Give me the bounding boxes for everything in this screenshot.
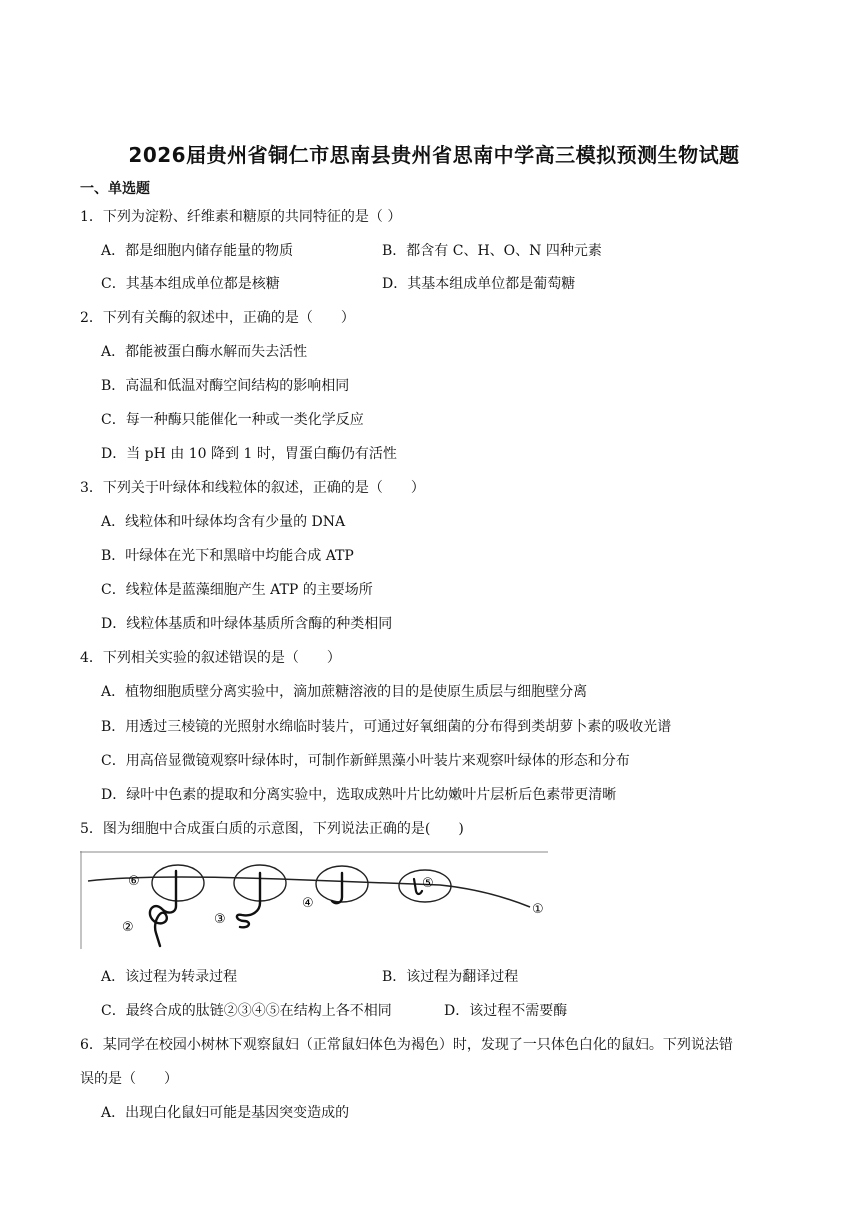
protein-synthesis-diagram <box>80 851 550 951</box>
question-1-option-c: C．其基本组成单位都是核糖 <box>101 276 280 292</box>
question-6-option-a: A．出现白化鼠妇可能是基因突变造成的 <box>101 1105 350 1121</box>
question-6-stem-line-1: 6．某同学在校园小树林下观察鼠妇（正常鼠妇体色为褐色）时，发现了一只体色白化的鼠妇。下列说法错 <box>80 1037 733 1053</box>
question-1-option-d: D．其基本组成单位都是葡萄糖 <box>382 276 576 292</box>
peptide-chain-4 <box>332 873 342 903</box>
peptide-chain-5 <box>414 879 422 894</box>
diagram-label-5: ⑤ <box>422 876 434 891</box>
question-4-option-d: D．绿叶中色素的提取和分离实验中，选取成熟叶片比幼嫩叶片层析后色素带更清晰 <box>101 787 617 803</box>
question-3-stem: 3．下列关于叶绿体和线粒体的叙述，正确的是（ ） <box>80 480 425 496</box>
peptide-chain-2 <box>150 871 176 946</box>
question-3-option-c: C．线粒体是蓝藻细胞产生 ATP 的主要场所 <box>101 582 373 598</box>
diagram-label-1: ① <box>532 902 544 917</box>
question-5-option-b: B．该过程为翻译过程 <box>382 969 519 985</box>
question-6-stem-line-2: 误的是（ ） <box>80 1071 178 1087</box>
question-5-option-c: C．最终合成的肽链②③④⑤在结构上各不相同 <box>101 1003 392 1019</box>
question-4-stem: 4．下列相关实验的叙述错误的是（ ） <box>80 650 341 666</box>
question-3-option-b: B．叶绿体在光下和黑暗中均能合成 ATP <box>101 548 354 564</box>
diagram-label-6: ⑥ <box>128 874 140 889</box>
question-1-option-b: B．都含有 C、H、O、N 四种元素 <box>382 243 602 259</box>
question-2-option-d: D．当 pH 由 10 降到 1 时，胃蛋白酶仍有活性 <box>101 446 397 462</box>
question-5-stem: 5．图为细胞中合成蛋白质的示意图，下列说法正确的是( ) <box>80 821 464 837</box>
question-4-option-c: C．用高倍显微镜观察叶绿体时，可制作新鲜黑藻小叶装片来观察叶绿体的形态和分布 <box>101 753 630 769</box>
diagram-label-2: ② <box>122 920 134 935</box>
page-title: 2026届贵州省铜仁市思南县贵州省思南中学高三模拟预测生物试题 <box>128 143 740 167</box>
question-1-stem: 1．下列为淀粉、纤维素和糖原的共同特征的是（ ） <box>80 209 402 225</box>
question-2-option-b: B．高温和低温对酶空间结构的影响相同 <box>101 378 350 394</box>
question-5-option-a: A．该过程为转录过程 <box>101 969 238 985</box>
question-4-option-b: B．用透过三棱镜的光照射水绵临时装片，可通过好氧细菌的分布得到类胡萝卜素的吸收光谱 <box>101 719 672 735</box>
section-heading: 一、单选题 <box>80 181 150 197</box>
question-3-option-d: D．线粒体基质和叶绿体基质所含酶的种类相同 <box>101 616 393 632</box>
question-2-option-a: A．都能被蛋白酶水解而失去活性 <box>101 344 308 360</box>
question-2-option-c: C．每一种酶只能催化一种或一类化学反应 <box>101 412 364 428</box>
question-4-option-a: A．植物细胞质壁分离实验中，滴加蔗糖溶液的目的是使原生质层与细胞壁分离 <box>101 684 588 700</box>
ribosome-1 <box>152 865 204 901</box>
question-1-option-a: A．都是细胞内储存能量的物质 <box>101 243 294 259</box>
diagram-label-3: ③ <box>214 912 226 927</box>
question-2-stem: 2．下列有关酶的叙述中，正确的是（ ） <box>80 310 355 326</box>
question-5-option-d: D．该过程不需要酶 <box>444 1003 568 1019</box>
question-3-option-a: A．线粒体和叶绿体均含有少量的 DNA <box>101 514 346 530</box>
diagram-label-4: ④ <box>302 896 314 911</box>
